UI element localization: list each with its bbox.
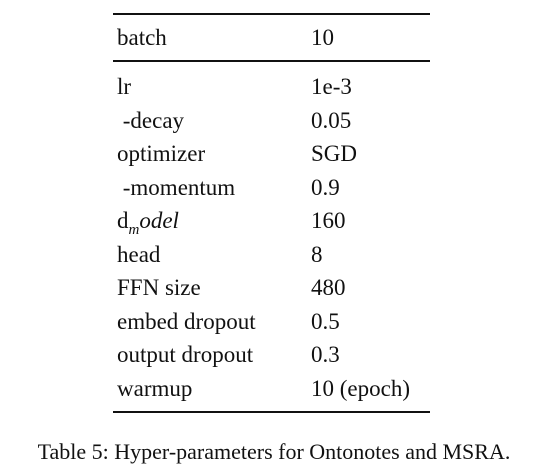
param-name: embed dropout <box>117 308 256 334</box>
param-name: lr <box>117 74 132 99</box>
table-row <box>0 271 548 305</box>
param-value: 0.3 <box>311 342 340 367</box>
table-row <box>0 238 548 272</box>
dmodel-base: d <box>117 208 129 233</box>
header-value-cell: 10 <box>311 25 334 50</box>
table-row <box>0 104 548 138</box>
table-row <box>0 338 548 372</box>
param-value: 8 <box>311 241 323 267</box>
param-name: output dropout <box>117 342 254 367</box>
param-value: 1e-3 <box>311 74 352 99</box>
table-header-rule <box>113 60 430 62</box>
param-value: 480 <box>311 275 346 300</box>
table-top-rule <box>113 13 430 15</box>
param-value: 0.5 <box>311 308 340 334</box>
param-value: 0.05 <box>311 107 352 133</box>
dmodel-subscript: m <box>128 222 140 238</box>
param-name: FFN size <box>117 275 201 300</box>
table-row <box>0 70 548 104</box>
table-row <box>0 204 548 238</box>
table-caption: Table 5: Hyper-parameters for Ontonotes and MSRA. <box>37 439 511 464</box>
param-name: head <box>117 241 161 267</box>
table-row <box>0 137 548 171</box>
dmodel-rest: odel <box>139 208 179 233</box>
header-name-cell: batch <box>117 25 167 50</box>
param-value: 0.9 <box>311 174 340 200</box>
table-header-row <box>0 21 548 55</box>
param-name: -decay <box>117 107 185 133</box>
param-name: warmup <box>117 375 193 401</box>
param-name: -momentum <box>117 174 236 200</box>
table-bottom-rule <box>113 411 430 413</box>
table-row <box>0 372 548 406</box>
table-row <box>0 171 548 205</box>
param-value: 10 (epoch) <box>311 375 410 401</box>
param-name: optimizer <box>117 141 206 166</box>
table-row <box>0 305 548 339</box>
param-name-dmodel <box>117 204 179 241</box>
param-value: SGD <box>311 141 358 166</box>
param-value: 160 <box>311 208 346 233</box>
